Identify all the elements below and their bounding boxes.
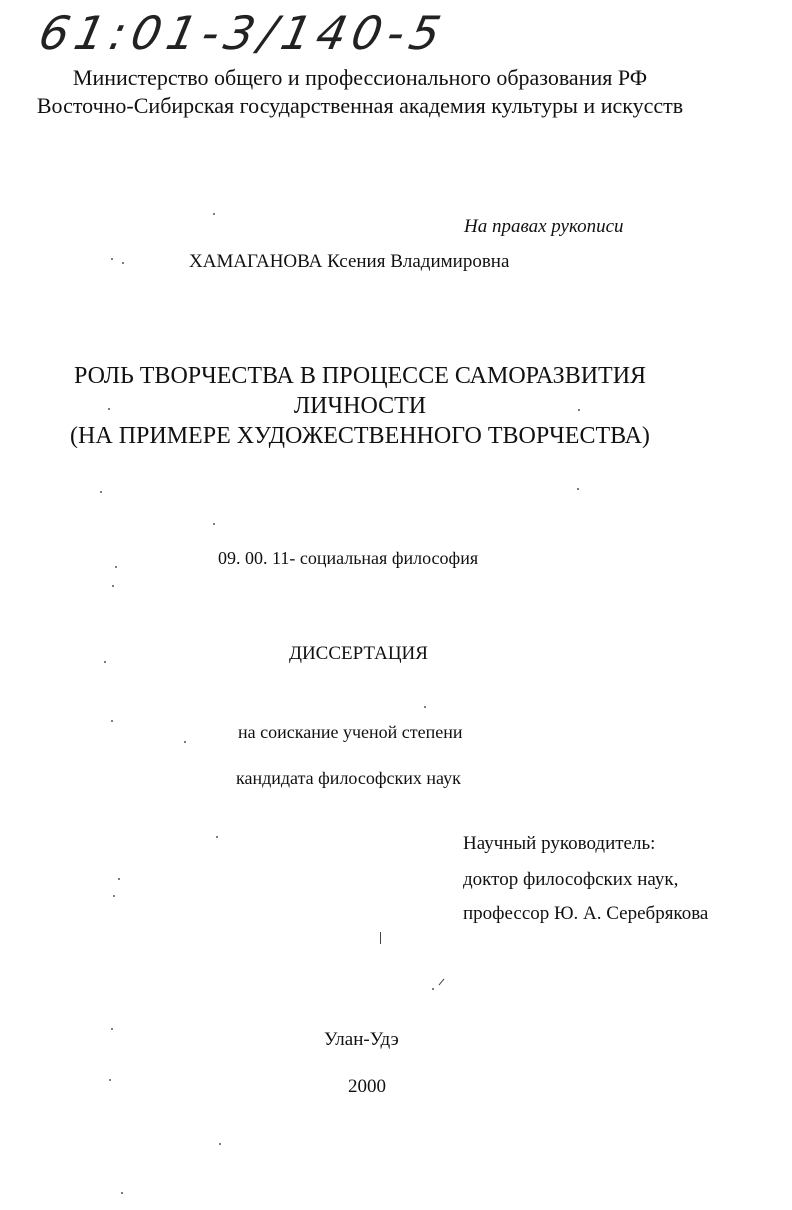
year: 2000 [348, 1076, 386, 1097]
scan-speck [213, 523, 215, 525]
scan-speck [578, 409, 580, 411]
scan-speck [118, 878, 120, 880]
work-type: ДИССЕРТАЦИЯ [289, 643, 428, 664]
title-line-1: РОЛЬ ТВОРЧЕСТВА В ПРОЦЕССЕ САМОРАЗВИТИЯ [73, 363, 647, 389]
scan-speck [109, 1079, 111, 1081]
author-name: ХАМАГАНОВА Ксения Владимировна [189, 251, 510, 272]
degree-line-2: кандидата философских наук [236, 768, 461, 788]
scan-speck [104, 661, 106, 663]
scan-speck [100, 491, 102, 493]
scan-mark [380, 932, 381, 944]
scan-speck [424, 706, 426, 708]
scan-speck [213, 213, 215, 215]
scan-speck [108, 408, 110, 410]
scan-speck [111, 720, 113, 722]
supervisor-label: Научный руководитель: [463, 833, 656, 854]
scan-speck [122, 262, 124, 264]
degree-line-1: на соискание ученой степени [238, 722, 463, 742]
city: Улан-Удэ [324, 1029, 399, 1050]
scan-speck [111, 1028, 113, 1030]
supervisor-name: профессор Ю. А. Серебрякова [463, 903, 709, 924]
ministry-name: Министерство общего и профессионального образования РФ [72, 65, 648, 90]
title-line-2: ЛИЧНОСТИ [293, 393, 427, 419]
supervisor-degree: доктор философских наук, [463, 869, 679, 890]
speciality-code: 09. 00. 11- социальная философия [218, 548, 479, 568]
scan-speck [432, 988, 434, 990]
scan-speck [115, 566, 117, 568]
scan-speck [121, 1192, 123, 1194]
scan-speck [219, 1143, 221, 1145]
scan-mark [439, 979, 445, 986]
scan-speck [111, 258, 113, 260]
handwritten-archive-code: 61:01-3/140-5 [34, 6, 452, 60]
scan-speck [577, 488, 579, 490]
scan-speck [112, 585, 114, 587]
scan-speck [184, 741, 186, 743]
title-line-3: (НА ПРИМЕРЕ ХУДОЖЕСТВЕННОГО ТВОРЧЕСТВА) [70, 423, 650, 449]
academy-name: Восточно-Сибирская государственная академия культуры и искусств [36, 93, 684, 118]
rights-note: На правах рукописи [464, 216, 624, 237]
scan-speck [216, 836, 218, 838]
scan-speck [113, 895, 115, 897]
